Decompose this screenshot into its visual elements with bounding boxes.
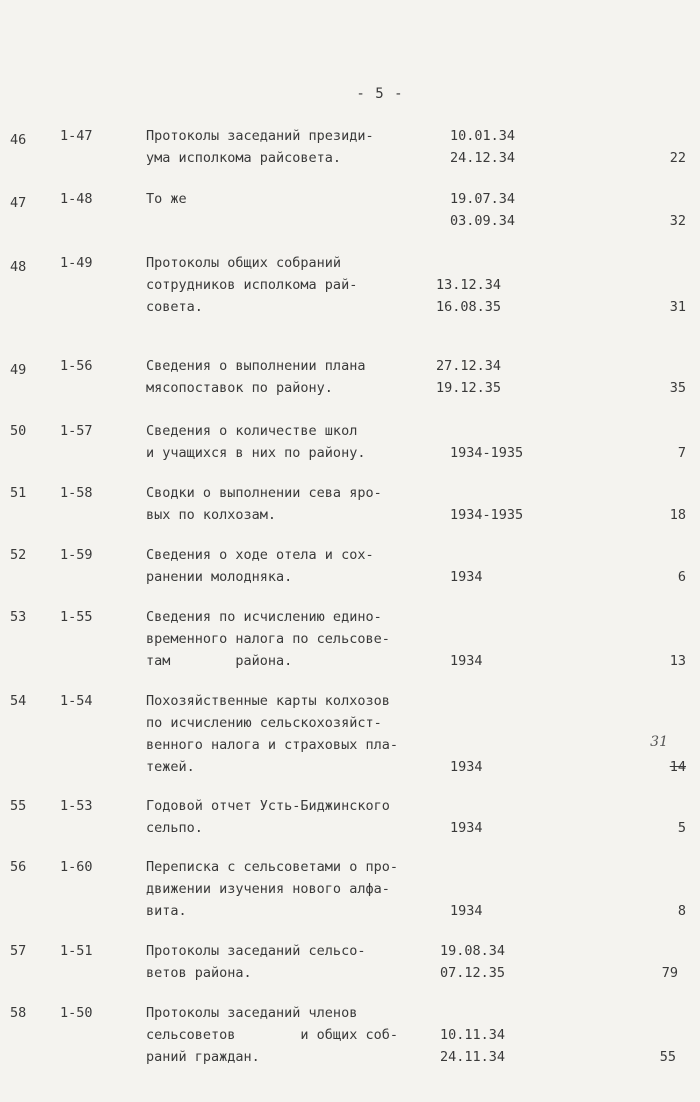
entry-number: 46 xyxy=(10,132,27,148)
entry-sheets: 7 xyxy=(677,445,686,461)
entry-dates: 10.01.34 24.12.34 xyxy=(450,128,516,166)
entry-title: Сведения по исчислению едино- временного налога по сельсове- там района. xyxy=(146,609,390,669)
entry-title: Протоколы заседаний членов сельсоветов и общих соб- раний граждан. xyxy=(146,1005,398,1065)
handwritten-correction: 31 xyxy=(650,734,668,750)
entry-code: 1-54 xyxy=(60,693,93,709)
entry-title: Похозяйственные карты колхозов по исчислению сельскохозяйст- венного налога и страховых пла- тежей. xyxy=(146,693,398,775)
entry-number: 57 xyxy=(10,943,27,959)
entry-dates: 19.08.34 07.12.35 xyxy=(440,943,506,981)
entry-number: 50 xyxy=(10,423,27,439)
entry-sheets: 22 xyxy=(669,150,686,166)
entry-sheets: 35 xyxy=(669,380,686,396)
entry-dates: 19.07.34 03.09.34 xyxy=(450,191,516,229)
entry-code: 1-49 xyxy=(60,255,93,271)
entry-sheets: 13 xyxy=(669,653,686,669)
entry-code: 1-59 xyxy=(60,547,93,563)
entry-code: 1-48 xyxy=(60,191,93,207)
entry-title: Переписка с сельсоветами о про- движении изучения нового алфа- вита. xyxy=(146,859,398,919)
struck-sheet-count: 14 xyxy=(669,759,686,775)
entry-dates: 1934 xyxy=(450,653,483,669)
entry-dates: 1934 xyxy=(450,569,483,585)
entry-dates: 1934 xyxy=(450,759,483,775)
entry-number: 53 xyxy=(10,609,27,625)
entry-title: Протоколы общих собраний сотрудников исполкома рай- совета. xyxy=(146,255,358,315)
entry-code: 1-56 xyxy=(60,358,93,374)
entry-number: 55 xyxy=(10,798,27,814)
entry-dates: 27.12.34 19.12.35 xyxy=(436,358,502,396)
entry-code: 1-50 xyxy=(60,1005,93,1021)
entry-dates: 10.11.34 24.11.34 xyxy=(440,1027,506,1065)
entry-code: 1-47 xyxy=(60,128,93,144)
entry-code: 1-51 xyxy=(60,943,93,959)
entry-sheets: 32 xyxy=(669,213,686,229)
entry-number: 56 xyxy=(10,859,27,875)
entry-sheets: 31 xyxy=(669,299,686,315)
entry-code: 1-60 xyxy=(60,859,93,875)
entry-dates: 1934 xyxy=(450,820,483,836)
entry-code: 1-55 xyxy=(60,609,93,625)
entry-title: Сводки о выполнении сева яро- вых по колхозам. xyxy=(146,485,382,523)
entry-title: Сведения о выполнении плана мясопоставок по району. xyxy=(146,358,366,396)
entry-dates: 1934-1935 xyxy=(450,445,524,461)
entry-title: Сведения о ходе отела и сох- ранении молодняка. xyxy=(146,547,374,585)
entry-title: Годовой отчет Усть-Биджинского сельпо. xyxy=(146,798,390,836)
entry-dates: 13.12.34 16.08.35 xyxy=(436,277,502,315)
entry-sheets: 5 xyxy=(677,820,686,836)
entry-number: 51 xyxy=(10,485,27,501)
entry-sheets: 79 xyxy=(661,965,678,981)
entry-number: 47 xyxy=(10,195,27,211)
entry-number: 49 xyxy=(10,362,27,378)
entry-number: 54 xyxy=(10,693,27,709)
entry-dates: 1934 xyxy=(450,903,483,919)
entry-title: То же xyxy=(146,191,187,207)
entry-sheets: 18 xyxy=(669,507,686,523)
entry-code: 1-58 xyxy=(60,485,93,501)
entry-sheets: 6 xyxy=(677,569,686,585)
page-number: - 5 - xyxy=(356,86,404,102)
entry-code: 1-53 xyxy=(60,798,93,814)
entry-dates: 1934-1935 xyxy=(450,507,524,523)
entry-sheets: 55 xyxy=(659,1049,676,1065)
entry-title: Протоколы заседаний сельсо- ветов района. xyxy=(146,943,366,981)
entry-number: 48 xyxy=(10,259,27,275)
entry-number: 58 xyxy=(10,1005,27,1021)
entry-number: 52 xyxy=(10,547,27,563)
entry-sheets xyxy=(636,734,686,778)
entry-code: 1-57 xyxy=(60,423,93,439)
entry-sheets: 8 xyxy=(677,903,686,919)
entry-title: Сведения о количестве школ и учащихся в них по району. xyxy=(146,423,366,461)
entry-title: Протоколы заседаний президи- ума исполкома райсовета. xyxy=(146,128,374,166)
